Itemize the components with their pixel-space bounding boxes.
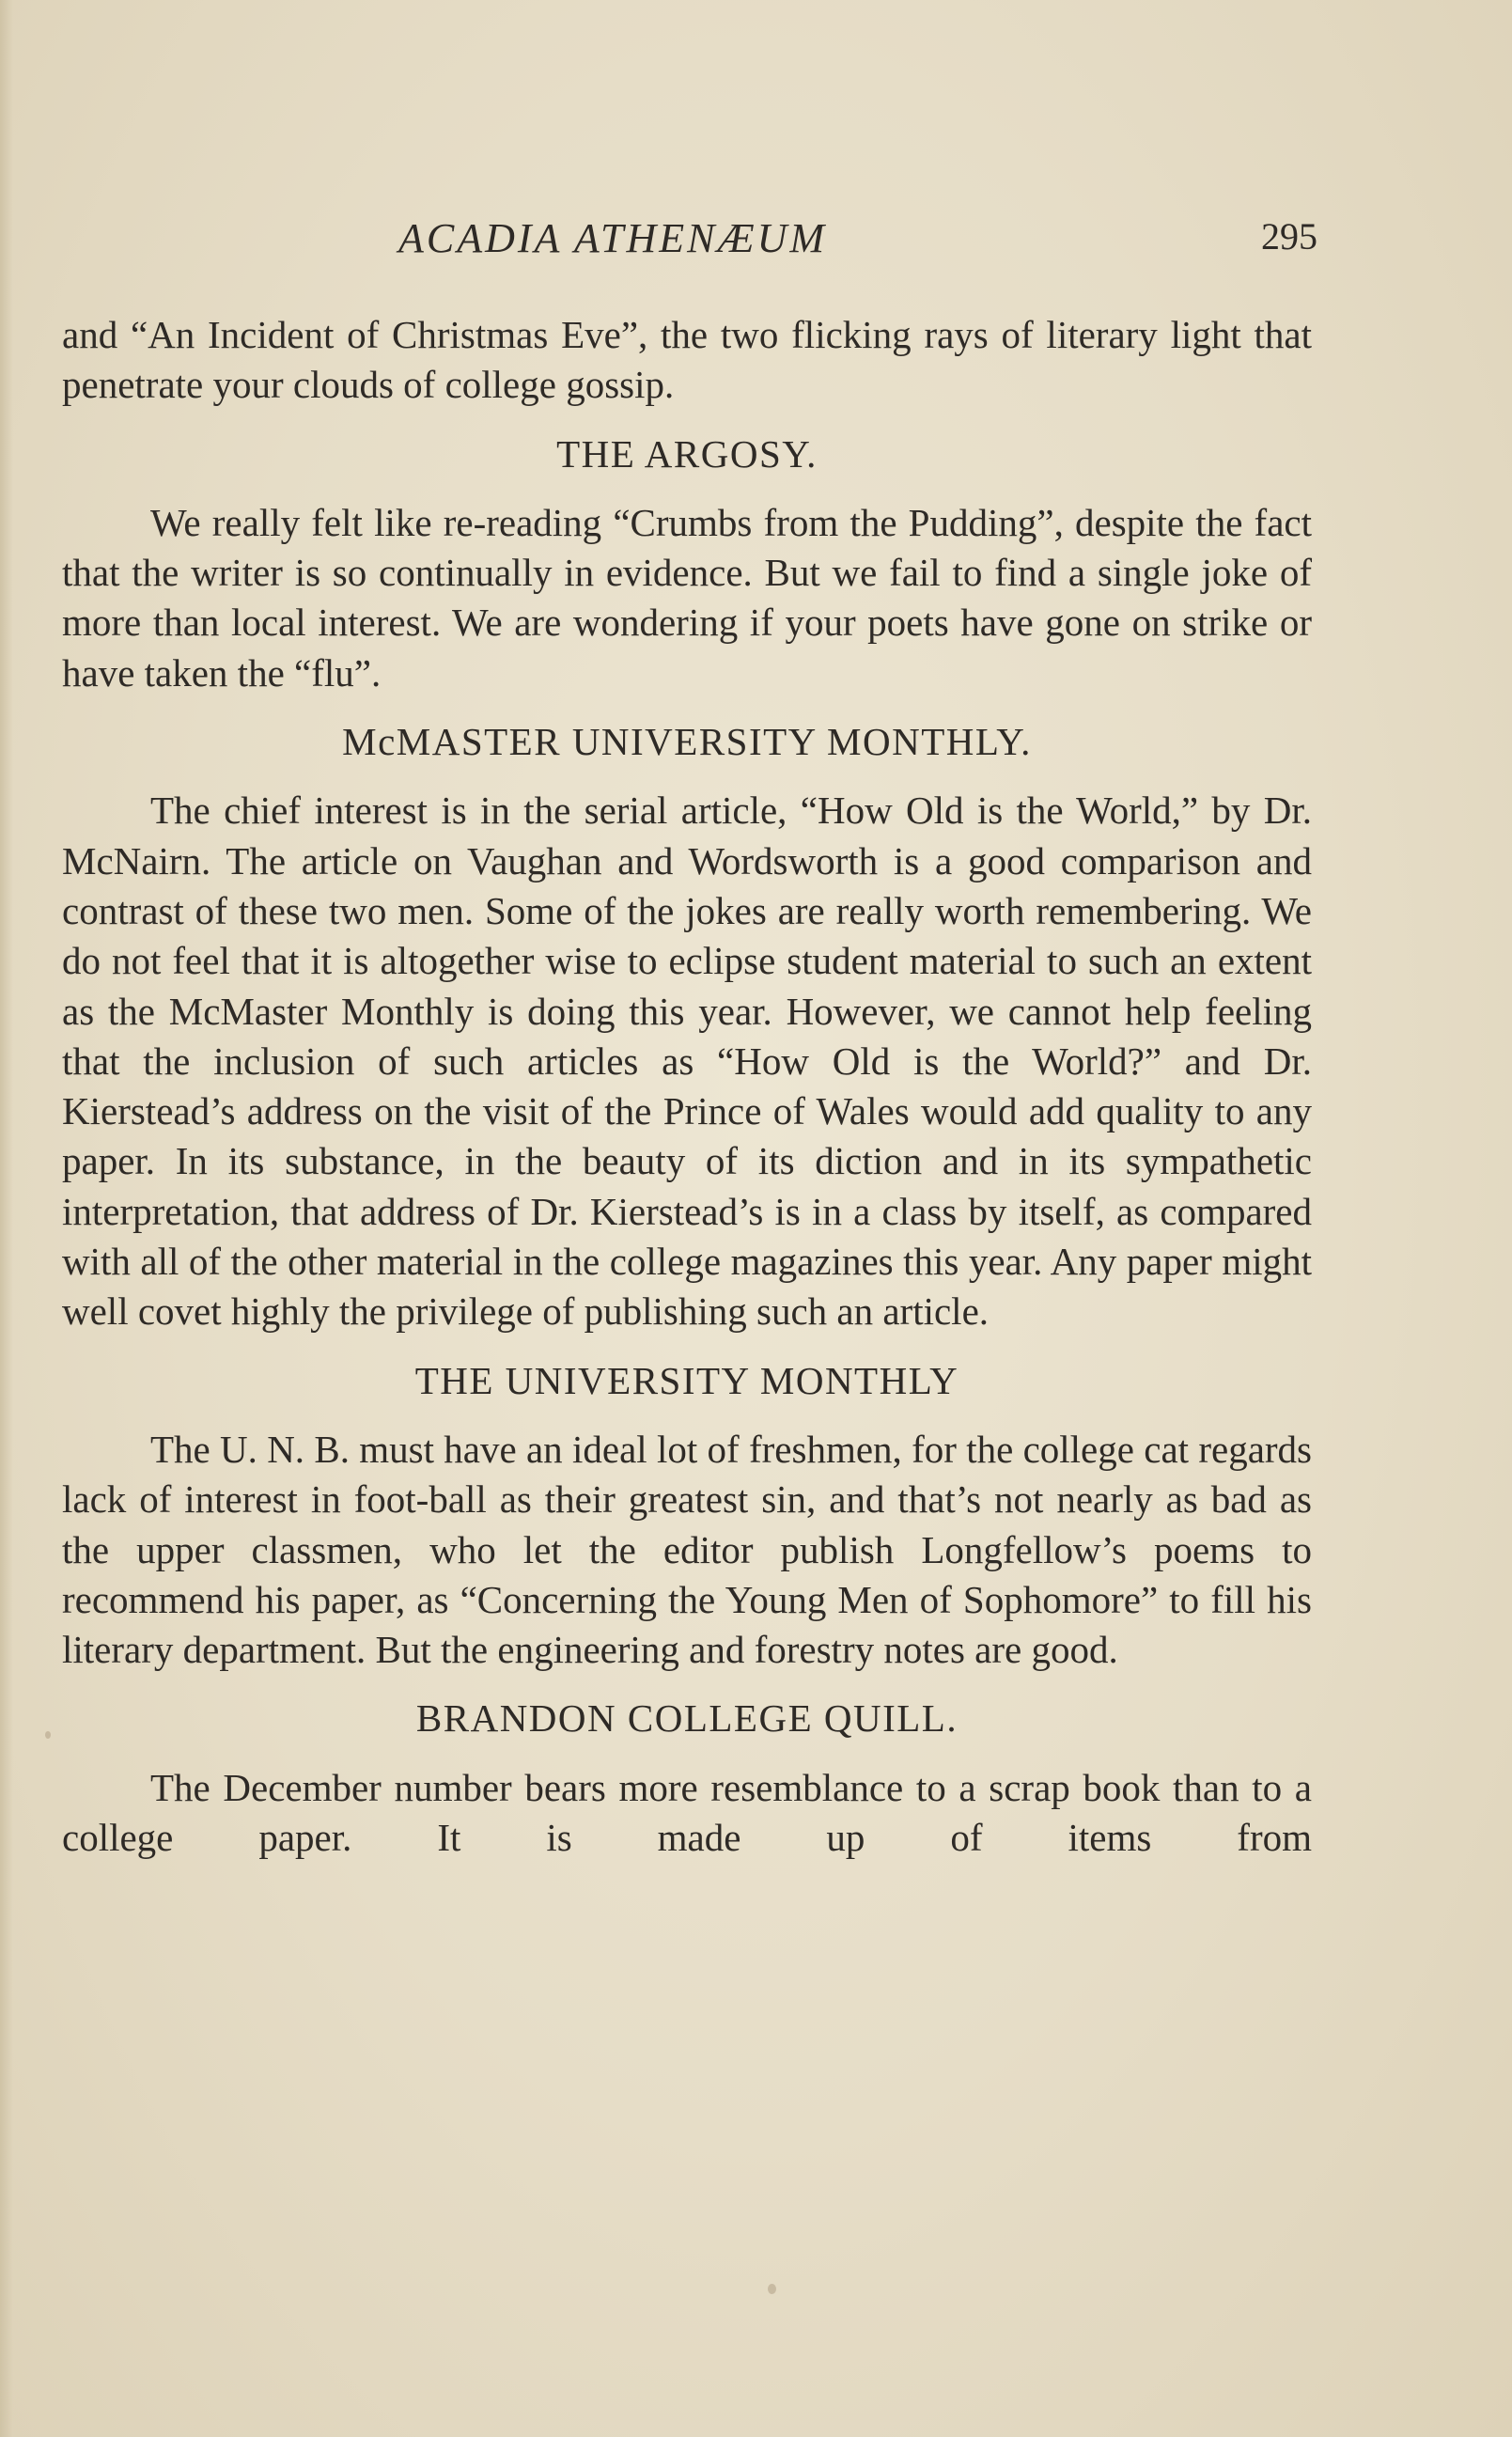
paper-smudge	[45, 1731, 51, 1739]
paragraph-mcmaster: The chief interest is in the serial article, “How Old is the World,” by Dr. McNairn. The article on Vaughan and Wordsworth is a good comparison and contrast of these two men. Some of the jokes are really worth remembering. We do not feel that it is altogether wise to eclipse student material to such an extent as the McMaster Monthly is doing this year. However, we cannot help feeling that the inclusion of such articles as “How Old is the World?” and Dr. Kierstead’s address on the visit of the Prince of Wales would add quality to any paper. In its substance, in the beauty of its diction and in its sympathetic interpretation, that address of Dr. Kierstead’s is in a class by itself, as compared with all of the other material in the college magazines this year. Any paper might well covet highly the privilege of publishing such an article.	[62, 789, 1312, 1334]
paper-smudge	[768, 2284, 776, 2294]
section-heading-mcmaster: McMASTER UNIVERSITY MONTHLY.	[342, 720, 1032, 764]
continued-paragraph: and “An Incident of Christmas Eve”, the two flicking rays of literary light that penetrate your clouds of college gossip.	[62, 313, 1312, 407]
section-heading-argosy: THE ARGOSY.	[556, 431, 818, 476]
section-heading-university-monthly: THE UNIVERSITY MONTHLY	[414, 1358, 959, 1402]
article-body	[62, 310, 1312, 1863]
paragraph-argosy: We really felt like re-reading “Crumbs from the Pudding”, despite the fact that the writer is so continually in evidence. But we fail to find a single joke of more than local interest. We are wondering if your poets have gone on strike or have taken the “flu”.	[62, 500, 1312, 695]
paragraph-university-monthly: The U. N. B. must have an ideal lot of freshmen, for the college cat regards lack of interest in foot-ball as their greatest sin, and that’s not nearly as bad as the upper classmen, who let the editor publish Longfellow’s poems to recommend his paper, as “Concerning the Young Men of Sophomore” to fill his literary department. But the engineering and forestry notes are good.	[62, 1427, 1312, 1672]
paragraph-brandon: The December number bears more resemblance to a scrap book than to a college paper. It is made up of items from	[62, 1765, 1312, 1860]
page-number: 295	[1261, 215, 1317, 258]
page-edge-shadow	[0, 0, 13, 2437]
section-heading-brandon: BRANDON COLLEGE QUILL.	[415, 1696, 959, 1741]
running-title: ACADIA ATHENÆUM	[398, 215, 828, 261]
running-header	[64, 209, 1317, 269]
